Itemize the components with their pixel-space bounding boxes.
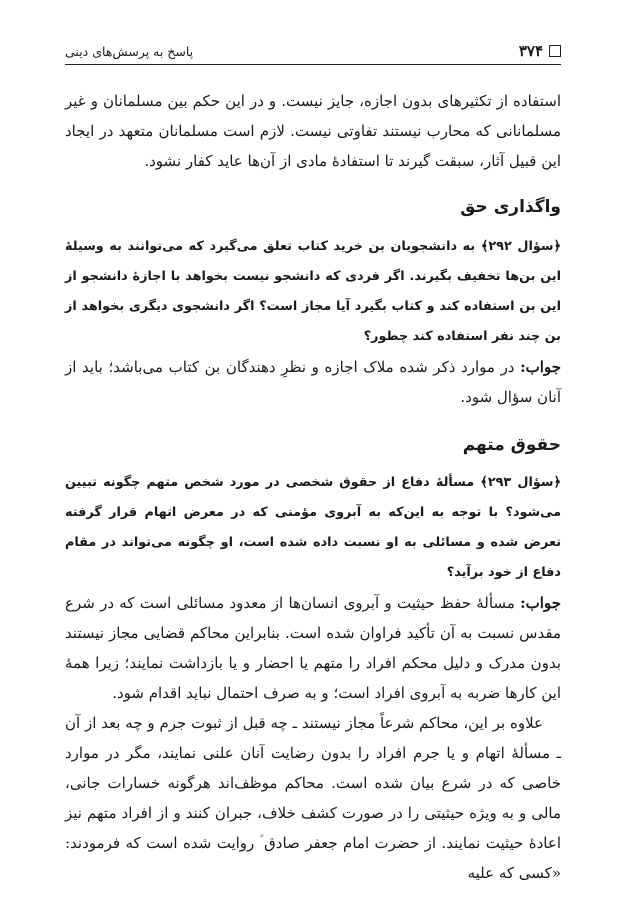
answer-text: مسألهٔ حفظ حیثیت و آبروی انسان‌ها از معدود مسائلی است که در شرع مقدس نسبت به آن تأکید فراوان شده است. بنابراین محاکم قضایی مجاز نیستند بدون مدرک و دلیل محکم افراد را متهم یا احضار و یا بازداشت نمایند؛ زیرا همهٔ این کارها ضربه به آبروی افراد است؛ و به صرف احتمال نباید اقدام شود. (65, 594, 561, 702)
page-content (65, 86, 561, 888)
answer-293-continuation: علاوه بر این، محاکم شرعاً مجاز نیستند ـ چه قبل از ثبوت جرم و چه بعد از آن ـ مسألهٔ اتهام و یا جرم افراد را بدون رضایت آنان علنی نمایند، مگر در موارد خاصی که در شرع بیان شده است. محاکم موظف‌اند هرگونه خسارات جانی، مالی و به ویژه حیثیتی را در صورت کشف خلاف، جبران کنند و از افراد متهم نیز اعادهٔ حیثیت نمایند. از حضرت امام جعفر صادق ؑ روایت شده است که فرمودند: «کسی که علیه (65, 714, 561, 882)
answer-293 (65, 588, 561, 708)
section-heading-rights-of-accused: حقوق متهم (462, 435, 561, 455)
question-293: ﴿سؤال ۲۹۳﴾ مسألهٔ دفاع از حقوق شخصی در مورد شخص متهم چگونه تبیین می‌شود؟ با توجه به این‌که به آبروی مؤمنی که در معرض اتهام قرار گرفته تعرض شده و مسائلی به او نسبت داده شده است، او چگونه می‌تواند در مقام دفاع از خود برآید؟ (65, 475, 561, 580)
section-heading-transfer-of-right: واگذاری حق (460, 197, 561, 217)
answer-292 (65, 352, 561, 412)
answer-label: جواب: (520, 358, 561, 376)
running-title: پاسخ به پرسش‌های دینی (65, 43, 194, 59)
page-number: ۳۷۴ (518, 42, 543, 60)
book-page (65, 38, 561, 882)
question-292: ﴿سؤال ۲۹۲﴾ به دانشجویان بن خرید کتاب تعلق می‌گیرد که می‌توانند به وسیلهٔ این بن‌ها تخفیف بگیرند. اگر فردی که دانشجو نیست بخواهد با اجازهٔ دانشجو از این بن استفاده کند و کتاب بگیرد آیا مجاز است؟ اگر دانشجوی دیگری بخواهد از بن چند نفر استفاده کند چطور؟ (65, 239, 561, 344)
page-number-group (519, 42, 561, 60)
page-header (65, 38, 561, 65)
square-bullet-icon (549, 45, 561, 57)
answer-text: در موارد ذکر شده ملاک اجازه و نظرِ دهندگان بن کتاب می‌باشد؛ باید از آنان سؤال شود. (65, 358, 561, 406)
intro-paragraph: استفاده از تکثیرهای بدون اجازه، جایز نیست. و در این حکم بین مسلمانان و غیر مسلمانانی که محارب نیستند تفاوتی نیست. لازم است مسلمانان متعهد در ایجاد این قبیل آثار، سبقت گیرند تا استفادهٔ مادی از آن‌ها عاید کفار نشود. (65, 92, 561, 170)
answer-label: جواب: (520, 594, 561, 612)
